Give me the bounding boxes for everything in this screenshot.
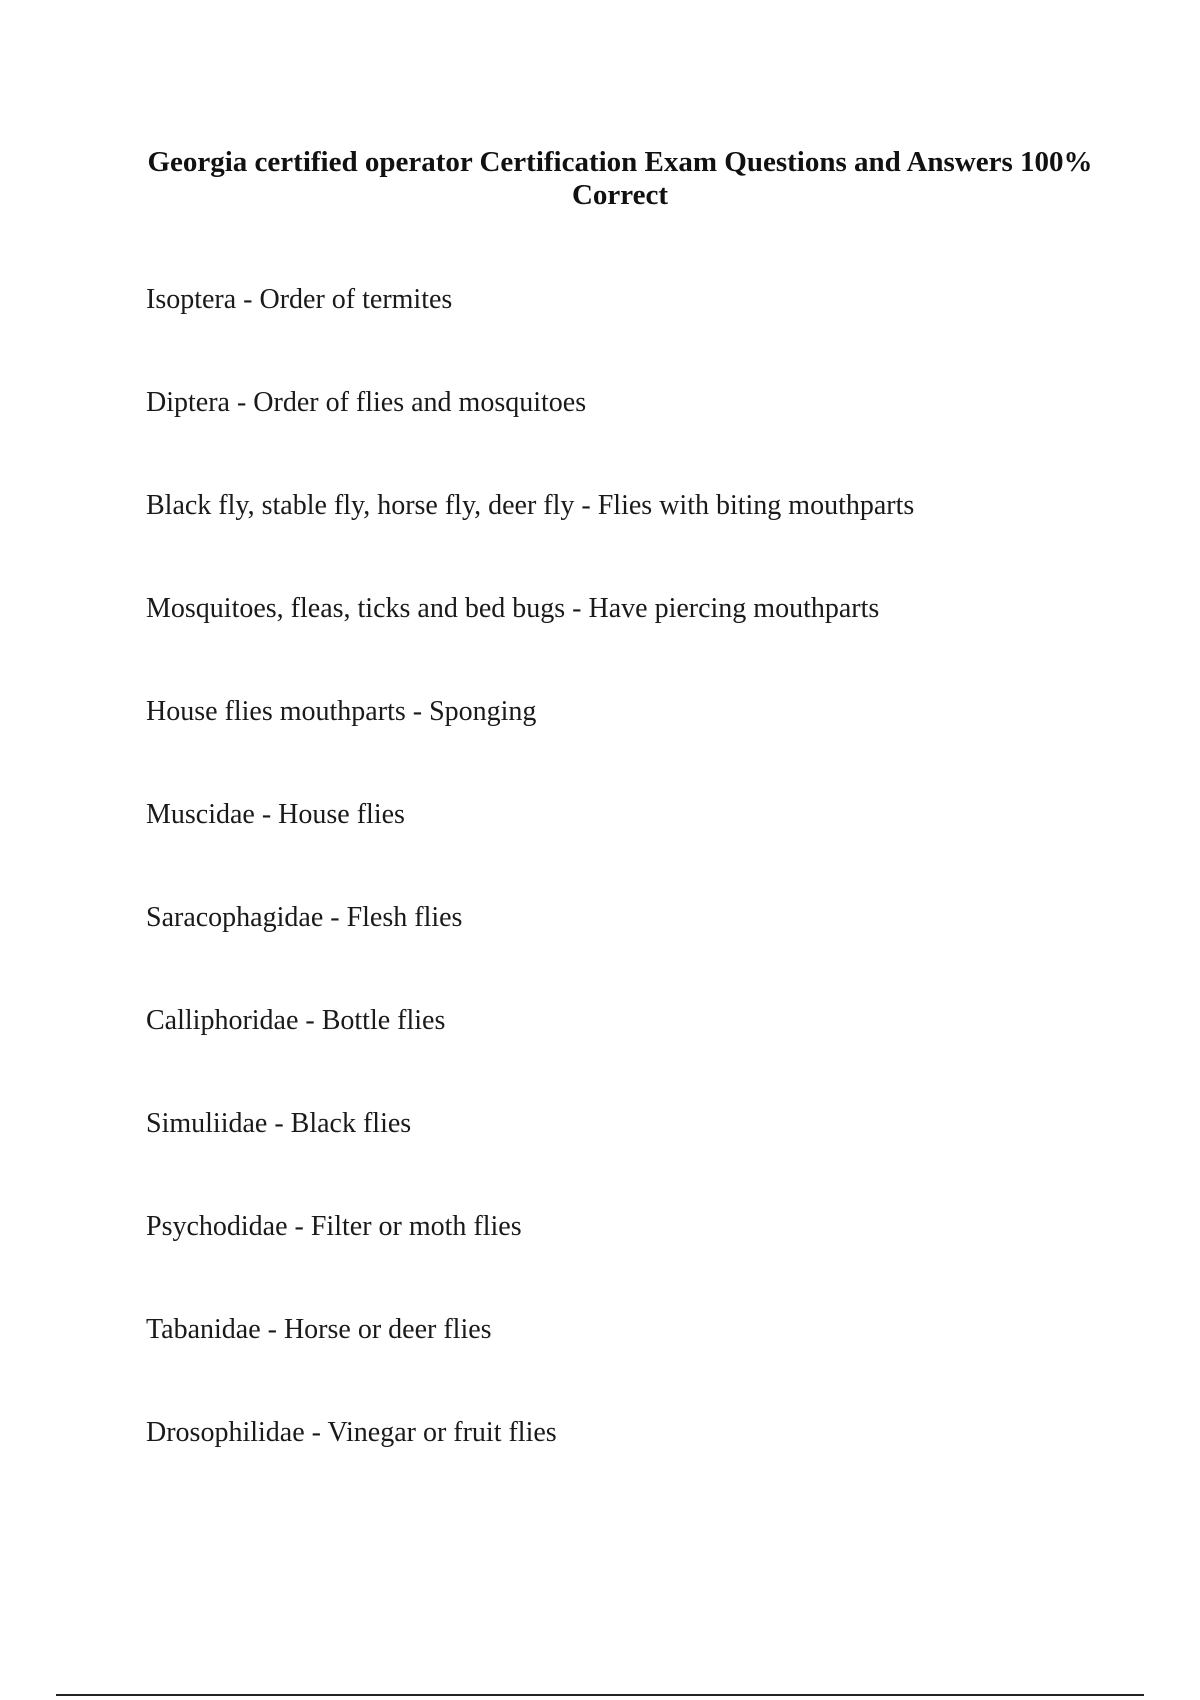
qa-item-diptera: Diptera - Order of flies and mosquitoes <box>146 387 587 418</box>
qa-item-biting-flies: Black fly, stable fly, horse fly, deer fly - Flies with biting mouthparts <box>146 490 915 521</box>
qa-item-house-fly-mouthparts: House flies mouthparts - Sponging <box>146 696 537 727</box>
qa-item-psychodidae: Psychodidae - Filter or moth flies <box>146 1211 522 1242</box>
qa-item-simuliidae: Simuliidae - Black flies <box>146 1108 412 1139</box>
document-title: Georgia certified operator Certification Exam Questions and Answers 100% Correct <box>147 146 1093 211</box>
qa-item-muscidae: Muscidae - House flies <box>146 799 405 830</box>
page-footer-rule <box>56 1694 1144 1696</box>
qa-item-drosophilidae: Drosophilidae - Vinegar or fruit flies <box>146 1417 557 1448</box>
qa-list <box>146 280 914 1516</box>
qa-item-saracophagidae: Saracophagidae - Flesh flies <box>146 902 463 933</box>
qa-item-tabanidae: Tabanidae - Horse or deer flies <box>146 1314 492 1345</box>
qa-item-calliphoridae: Calliphoridae - Bottle flies <box>146 1005 446 1036</box>
qa-item-piercing-mouthparts: Mosquitoes, fleas, ticks and bed bugs - Have piercing mouthparts <box>146 593 880 624</box>
qa-item-isoptera: Isoptera - Order of termites <box>146 284 453 315</box>
